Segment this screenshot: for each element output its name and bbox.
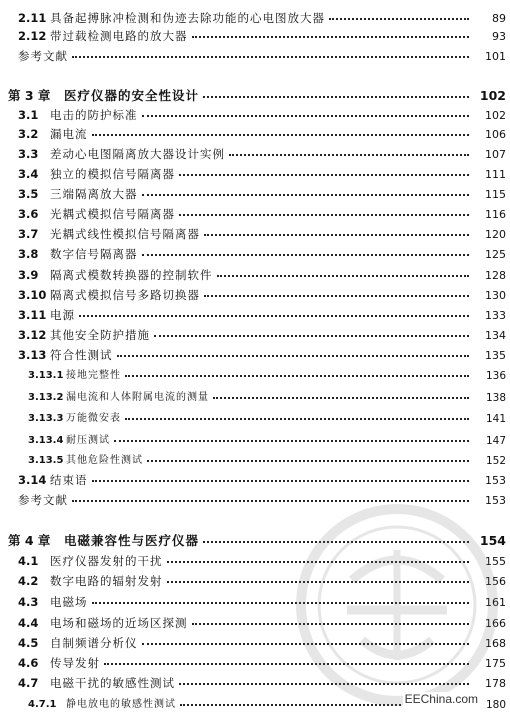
toc-entry-page: 166	[485, 617, 506, 630]
toc-dot-leader	[142, 254, 470, 256]
toc-entry[interactable]	[0, 426, 506, 446]
toc-entry-title: 数字信号隔离器	[50, 246, 138, 261]
toc-entry-page: 175	[485, 657, 506, 670]
toc-entry-number: 第 4 章	[8, 532, 51, 548]
toc-dot-leader	[229, 154, 469, 156]
toc-entry[interactable]	[0, 180, 506, 200]
toc-entry[interactable]	[0, 42, 506, 62]
toc-entry-title: 自制频谱分析仪	[50, 635, 138, 650]
toc-entry-number: 4.1	[18, 553, 39, 568]
toc-dot-leader	[117, 355, 470, 357]
toc-entry-title: 医疗仪器的安全性设计	[64, 87, 200, 103]
toc-entry-page: 89	[492, 12, 506, 25]
toc-entry[interactable]	[0, 446, 506, 466]
toc-entry[interactable]	[0, 341, 506, 361]
toc-entry-title: 漏电流	[50, 126, 88, 141]
toc-entry-title: 电磁场	[50, 594, 88, 609]
toc-entry-title: 三端隔离放大器	[50, 186, 138, 201]
toc-entry-page: 120	[485, 228, 506, 241]
toc-dot-leader	[203, 96, 469, 98]
toc-entry-number: 3.3	[18, 146, 39, 161]
toc-entry[interactable]	[0, 200, 506, 220]
toc-entry[interactable]	[0, 261, 506, 281]
toc-entry-page: 155	[485, 555, 506, 568]
toc-entry-page: 101	[485, 50, 506, 63]
toc-entry[interactable]	[0, 527, 506, 547]
toc-entry-number: 4.2	[18, 573, 39, 588]
toc-dot-leader	[217, 275, 470, 277]
toc-entry-number: 3.13.1	[28, 370, 64, 381]
toc-entry-page: 102	[479, 87, 506, 103]
toc-dot-leader	[72, 56, 469, 58]
toc-entry-number: 4.3	[18, 594, 39, 609]
toc-entry-title: 电场和磁场的近场区探测	[50, 615, 188, 630]
toc-dot-leader	[125, 375, 469, 377]
toc-entry[interactable]	[0, 22, 506, 42]
toc-entry-page: 134	[485, 329, 506, 342]
toc-entry[interactable]	[0, 240, 506, 260]
toc-entry-number: 3.13.5	[28, 455, 64, 466]
toc-entry-page: 106	[485, 128, 506, 141]
toc-entry-number: 3.13	[18, 347, 47, 362]
toc-entry-title: 漏电流和人体附属电流的测量	[66, 392, 209, 403]
toc-entry-page: 128	[485, 269, 506, 282]
toc-dot-leader	[142, 643, 470, 645]
toc-entry-title: 隔离式模数转换器的控制软件	[50, 267, 213, 282]
toc-entry[interactable]	[0, 120, 506, 140]
toc-entry[interactable]	[0, 301, 506, 321]
toc-entry-number: 第 3 章	[8, 87, 51, 103]
toc-entry-number: 4.7.1	[28, 699, 57, 710]
toc-entry-title: 耐压测试	[66, 435, 110, 446]
toc-entry-title: 医疗仪器发射的干扰	[50, 553, 163, 568]
toc-entry-number: 3.7	[18, 226, 39, 241]
toc-entry-page: 135	[485, 349, 506, 362]
toc-entry-number: 3.8	[18, 246, 39, 261]
toc-entry-title: 电磁干扰的敏感性测试	[50, 675, 175, 690]
toc-entry[interactable]	[0, 609, 506, 629]
toc-dot-leader	[92, 480, 470, 482]
toc-dot-leader	[142, 194, 470, 196]
toc-entry-page: 153	[485, 474, 506, 487]
toc-entry[interactable]	[0, 669, 506, 689]
toc-dot-leader	[167, 561, 470, 563]
toc-dot-leader	[203, 541, 469, 543]
toc-entry-title: 电源	[50, 307, 75, 322]
toc-dot-leader	[213, 397, 469, 399]
toc-entry-page: 178	[485, 677, 506, 690]
toc-entry-number: 3.13.3	[28, 413, 64, 424]
toc-entry-title: 电击的防护标准	[50, 107, 138, 122]
toc-entry[interactable]	[0, 466, 506, 486]
toc-entry-page: 130	[485, 289, 506, 302]
toc-entry-title: 独立的模拟信号隔离器	[50, 166, 175, 181]
toc-dot-leader	[179, 683, 469, 685]
toc-entry[interactable]	[0, 486, 506, 506]
toc-entry-number: 3.11	[18, 307, 47, 322]
toc-entry[interactable]	[0, 4, 506, 24]
toc-entry[interactable]	[0, 140, 506, 160]
toc-entry[interactable]	[0, 649, 506, 669]
toc-entry[interactable]	[0, 547, 506, 567]
toc-entry-title: 结束语	[50, 472, 88, 487]
toc-entry-title: 光耦式模拟信号隔离器	[50, 206, 175, 221]
toc-entry[interactable]	[0, 404, 506, 424]
toc-dot-leader	[204, 295, 469, 297]
toc-entry-number: 4.7	[18, 675, 39, 690]
toc-entry-number: 2.11	[18, 10, 47, 25]
toc-entry-title: 接地完整性	[66, 370, 121, 381]
toc-entry-number: 3.9	[18, 267, 39, 282]
toc-entry-number: 3.13.4	[28, 435, 64, 446]
toc-entry-title: 数字电路的辐射发射	[50, 573, 163, 588]
toc-dot-leader	[92, 602, 470, 604]
toc-entry-page: 152	[485, 454, 506, 467]
toc-dot-leader	[79, 315, 469, 317]
toc-dot-leader	[92, 134, 470, 136]
toc-dot-leader	[154, 335, 469, 337]
toc-dot-leader	[167, 581, 470, 583]
toc-entry-page: 168	[485, 637, 506, 650]
toc-entry-title: 差动心电图隔离放大器设计实例	[50, 146, 225, 161]
toc-dot-leader	[147, 460, 469, 462]
toc-entry-title: 万能微安表	[66, 413, 121, 424]
toc-entry-page: 136	[485, 369, 506, 382]
toc-entry[interactable]	[0, 629, 506, 649]
toc-entry-title: 其他安全防护措施	[50, 327, 150, 342]
toc-dot-leader	[72, 500, 469, 502]
toc-dot-leader	[179, 214, 469, 216]
toc-dot-leader	[114, 440, 469, 442]
toc-entry-page: 125	[485, 248, 506, 261]
toc-entry-title: 电磁兼容性与医疗仪器	[64, 532, 200, 548]
footer-site-mark: EEChina.com	[404, 692, 478, 706]
toc-entry[interactable]	[0, 101, 506, 121]
toc-entry-number: 2.12	[18, 28, 47, 43]
toc-entry-number: 3.12	[18, 327, 47, 342]
toc-entry-number: 3.14	[18, 472, 47, 487]
toc-entry-title: 其他危险性测试	[66, 455, 143, 466]
toc-entry[interactable]	[0, 82, 506, 102]
toc-dot-leader	[204, 234, 469, 236]
toc-entry-number: 3.6	[18, 206, 39, 221]
toc-dot-leader	[104, 663, 469, 665]
toc-entry-number: 3.4	[18, 166, 39, 181]
toc-entry-title: 参考文献	[18, 492, 68, 507]
toc-dot-leader	[329, 18, 469, 20]
toc-entry[interactable]	[0, 160, 506, 180]
toc-entry-page: 107	[485, 148, 506, 161]
toc-entry-page: 111	[485, 168, 506, 181]
toc-entry-number: 3.5	[18, 186, 39, 201]
toc-entry-page: 115	[485, 188, 506, 201]
toc-entry[interactable]	[0, 321, 506, 341]
toc-entry[interactable]	[0, 383, 506, 403]
toc-entry-title: 符合性测试	[50, 347, 113, 362]
toc-entry[interactable]	[0, 281, 506, 301]
toc-entry-page: 93	[492, 30, 506, 43]
toc-entry-number: 4.4	[18, 615, 39, 630]
toc-dot-leader	[192, 623, 470, 625]
toc-entry-page: 161	[485, 596, 506, 609]
toc-entry[interactable]	[0, 220, 506, 240]
toc-entry[interactable]	[0, 567, 506, 587]
toc-entry[interactable]	[0, 361, 506, 381]
toc-entry-page: 180	[485, 698, 506, 711]
toc-dot-leader	[125, 418, 469, 420]
toc-entry-page: 133	[485, 309, 506, 322]
toc-entry-page: 116	[485, 208, 506, 221]
toc-dot-leader	[179, 174, 469, 176]
toc-entry-title: 光耦式线性模拟信号隔离器	[50, 226, 200, 241]
toc-entry-title: 隔离式模拟信号多路切换器	[50, 287, 200, 302]
toc-entry-page: 156	[485, 575, 506, 588]
toc-dot-leader	[192, 36, 470, 38]
toc-entry-number: 3.10	[18, 287, 47, 302]
toc-entry-number: 3.2	[18, 126, 39, 141]
toc-entry-title: 静电放电的敏感性测试	[66, 699, 176, 710]
toc-entry-page: 138	[485, 391, 506, 404]
toc-entry-page: 154	[479, 532, 506, 548]
toc-entry-page: 147	[485, 434, 506, 447]
toc-entry-title: 传导发射	[50, 655, 100, 670]
toc-entry-number: 3.13.2	[28, 392, 64, 403]
toc-entry-page: 102	[485, 109, 506, 122]
toc-entry-number: 4.6	[18, 655, 39, 670]
toc-entry-title: 参考文献	[18, 48, 68, 63]
toc-dot-leader	[142, 115, 470, 117]
toc-entry[interactable]	[0, 588, 506, 608]
toc-entry-page: 141	[485, 412, 506, 425]
toc-entry-number: 3.1	[18, 107, 39, 122]
toc-entry-title: 带过载检测电路的放大器	[50, 28, 188, 43]
toc-entry-page: 153	[485, 494, 506, 507]
toc-entry-number: 4.5	[18, 635, 39, 650]
toc-entry-title: 具备起搏脉冲检测和伪迹去除功能的心电图放大器	[50, 10, 325, 25]
